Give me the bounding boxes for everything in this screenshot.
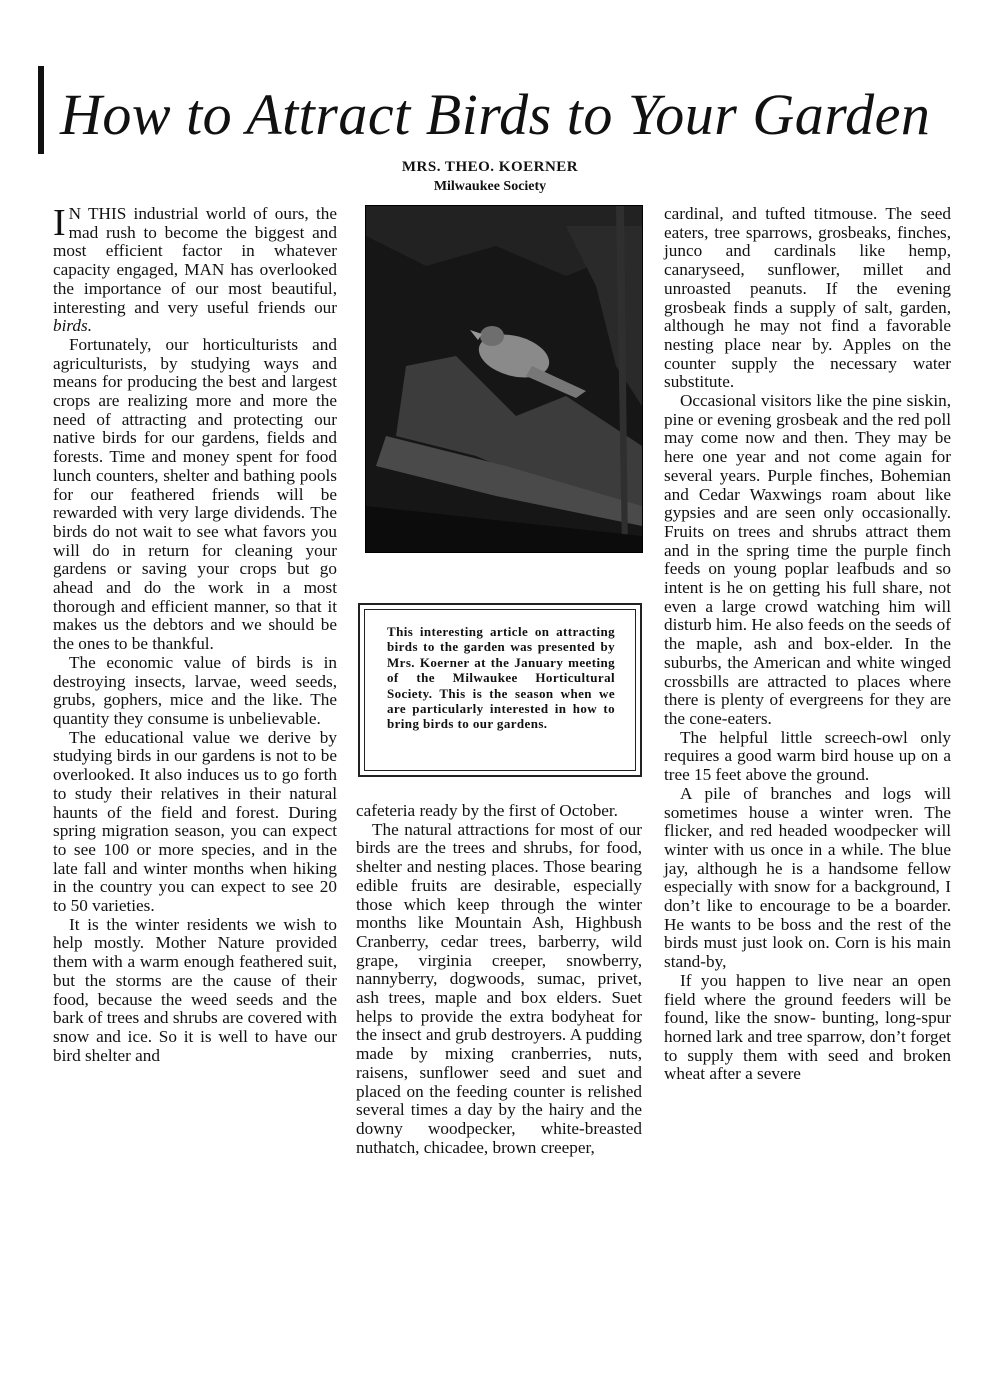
caption-box — [358, 603, 642, 777]
paragraph: The economic value of birds is in destroying insects, larvae, weed seeds, grubs, gophers, mice and the like. The quantity they consume is unbelievable. — [53, 652, 337, 728]
paragraph: A pile of branches and logs will sometimes house a winter wren. The flicker, and red headed woodpecker will winter with us once in a while. The blue jay, although he is a handsome fellow especially with snow for a background, I don’t like to encourage to be a boarder. He wants to be boss and the rest of the birds must just look on. Corn is his main stand-by, — [664, 783, 951, 972]
author-name: MRS. THEO. KOERNER — [401, 159, 579, 175]
paragraph — [53, 202, 337, 336]
paragraph: The natural attractions for most of our birds are the trees and shrubs, for food, shelter and nesting places. Those bearing edible fruits are desirable, especially those which keep through the winter months like Mountain Ash, Highbush Cranberry, cedar trees, barberry, wild grape, virginia creeper, snowberry, nannyberry, dogwoods, sumac, privet, ash trees, maple and box elders. Suet helps to provide the extra bodyheat for the insect and grub destroyers. A pudding made by mixing cranberries, nuts, raisens, sunflower seed and suet and placed on the feeding counter is relished several times a day by the hairy and the downy woodpecker, white-breasted nuthatch, chicadee, brown creeper, — [356, 819, 642, 1157]
column-1 — [53, 202, 337, 1065]
author-society: Milwaukee Society — [433, 179, 547, 194]
paragraph: Occasional visitors like the pine siskin, pine or evening grosbeak and the red poll may come now and then. They may be here one year and not come again for several years. Purple finches, Bohemian and Cedar Waxwings roam about like gypsies and are seen only occasionally. Fruits on trees and shrubs attract them and in the spring time the purple finch feeds on young poplar leafbuds and so intent is he on getting his full share, not even a large crowd watching him will disturb him. He also feeds on the seeds of the maple, ash and box-elder. In the suburbs, the American and white winged crossbills are attracted to places where there is plenty of evergreens for they are the cone-eaters. — [664, 391, 951, 728]
emphasis-text: birds. — [53, 316, 92, 336]
drop-cap: I — [53, 202, 66, 244]
paragraph: cardinal, and tufted titmouse. The seed eaters, tree sparrows, grosbeaks, finches, junco and cardinals like hemp, canaryseed, sunflower, millet and unroasted peanuts. If the evening grosbeak finds a supply of salt, garden, although he may not find a favorable nesting place near by. Apples on the counter supply the necessary water substitute. — [664, 204, 951, 392]
caption-text: This interesting article on attracting birds to the garden was presented by Mrs. Koerner at the January meeting of the Milwaukee Horticultural Society. This is the season when we are particularly interested in how to bring birds to our gardens. — [364, 609, 636, 771]
column-3 — [664, 205, 951, 1084]
paragraph: The helpful little screech-owl only requires a good warm bird house up on a tree 15 feet above the ground. — [664, 727, 951, 785]
paragraph: The educational value we derive by studying birds in our gardens is not to be overlooked. It also induces us to go forth to study their relatives in their natural haunts of the field and forest. During spring migration season, you can expect to see 100 or more species, and in the late fall and winter months when hiking in the country you can expect to see 20 to 50 varieties. — [53, 727, 337, 916]
article-title: How to Attract Birds to Your Garden — [60, 82, 931, 147]
paragraph-text: N THIS industrial world of ours, the mad rush to become the biggest and most efficient factor in whatever capacity engaged, MAN has overlooked the importance of our most beautiful, interesting and very useful friends our — [53, 204, 337, 317]
paragraph: cafeteria ready by the first of October. — [356, 801, 618, 820]
paragraph: It is the winter residents we wish to help mostly. Mother Nature provided them with a warm enough feathered suit, but the storms are the cause of their food, because the weed seeds and the bark of trees and shrubs are covered with snow and ice. So it is well to have our bird shelter and — [53, 914, 337, 1065]
bird-photo — [365, 205, 643, 553]
byline — [330, 157, 650, 197]
column-2 — [356, 802, 642, 1157]
paragraph: Fortunately, our horticulturists and agriculturists, by studying ways and means for producing the best and largest crops are realizing more and more the need of attracting and protecting our native birds for our gardens, fields and forests. Time and money spent for food lunch counters, shelter and bathing pools for our feathered friends will be rewarded with very large dividends. The birds do not wait to see what favors you will do in return for cleaning your gardens or saving your crops but go ahead and do the work in a most thorough and efficient manner, so that it makes us the debtors and we should be the ones to be thankful. — [53, 334, 337, 654]
title-rule — [38, 66, 44, 154]
paragraph: If you happen to live near an open field where the ground feeders will be found, like the snow- bunting, long-spur horned lark and tree sparrow, don’t forget to supply them with seed and broken wheat after a severe — [664, 970, 951, 1084]
